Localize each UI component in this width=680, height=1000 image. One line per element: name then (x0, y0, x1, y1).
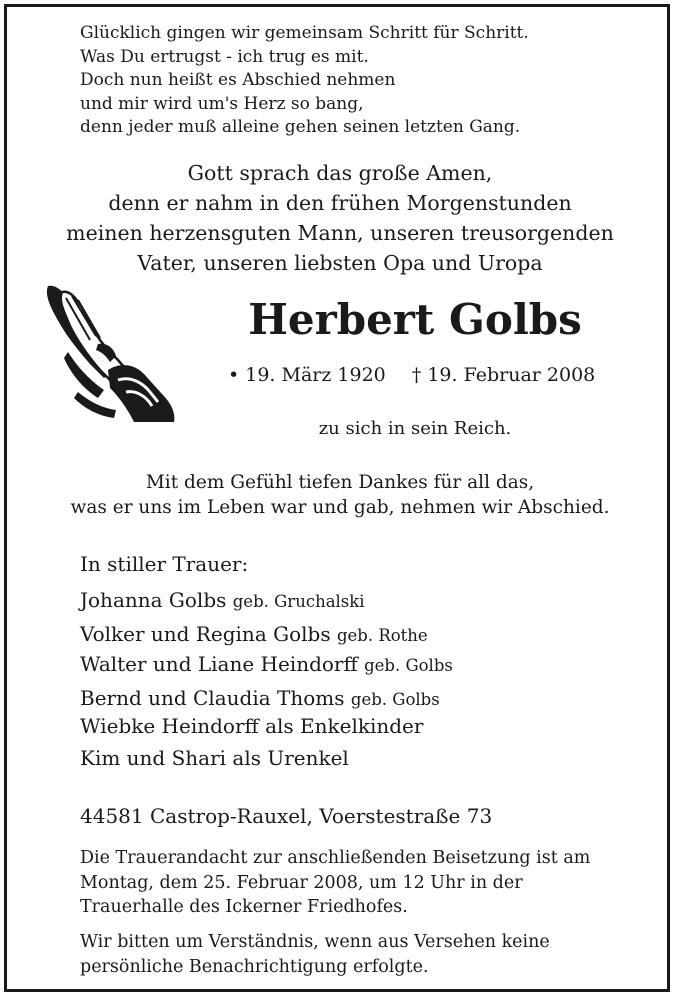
mourner-entry (80, 714, 423, 738)
poem (80, 22, 640, 140)
thanks-line: was er uns im Leben war und gab, nehmen wir Abschied. (70, 497, 610, 518)
reich-line: zu sich in sein Reich. (318, 418, 512, 439)
poem-line: Glücklich gingen wir gemeinsam Schritt für Schritt. (80, 23, 529, 43)
praying-hands-icon (38, 282, 180, 424)
mourner-name: Wiebke Heindorff als Enkelkinder (80, 714, 424, 738)
poem-line: und mir wird um's Herz so bang, (80, 93, 364, 114)
poem-line: Was Du ertrugst - ich trug es mit. (80, 46, 369, 67)
deceased-name: Herbert Golbs (248, 295, 582, 344)
mourner-entry (80, 622, 428, 646)
notice-line: Die Trauerandacht zur anschließenden Beisetzung ist am (80, 848, 591, 868)
mourner-name: Kim und Shari als Urenkel (80, 746, 349, 770)
mourner-maiden-name: geb. Rothe (336, 626, 428, 645)
mourner-entry (80, 686, 440, 710)
notice-line: Montag, dem 25. Februar 2008, um 12 Uhr in der (80, 872, 523, 893)
notice-line: Trauerhalle des Ickerner Friedhofes. (80, 897, 408, 917)
mourner-entry (80, 588, 365, 612)
intro-line: meinen herzensguten Mann, unseren treusorgenden (66, 221, 614, 245)
apology-line: persönliche Benachrichtigung erfolgte. (80, 956, 429, 977)
mourner-entry (80, 652, 453, 676)
intro-line: Gott sprach das große Amen, (187, 161, 493, 185)
mourner-entry (80, 746, 349, 770)
mourner-maiden-name: geb. Gruchalski (232, 592, 365, 611)
death-date: † 19. Februar 2008 (411, 364, 596, 386)
thanks-text (40, 470, 640, 520)
mourner-maiden-name: geb. Golbs (364, 656, 453, 675)
mourning-heading: In stiller Trauer: (80, 552, 249, 576)
intro-text (40, 158, 640, 278)
birth-date: • 19. März 1920 (228, 364, 386, 386)
life-dates (228, 362, 648, 388)
mourner-name: Bernd und Claudia Thoms (80, 686, 345, 710)
funeral-notice (80, 846, 650, 920)
poem-line: Doch nun heißt es Abschied nehmen (80, 70, 396, 90)
intro-line: Vater, unseren liebsten Opa und Uropa (137, 251, 543, 275)
poem-line: denn jeder muß alleine gehen seinen letzten Gang. (80, 117, 521, 137)
apology-text (80, 930, 650, 979)
apology-line: Wir bitten um Verständnis, wenn aus Versehen keine (80, 932, 550, 952)
mourner-maiden-name: geb. Golbs (350, 690, 440, 709)
intro-line: denn er nahm in den frühen Morgenstunden (108, 191, 572, 215)
mourner-name: Walter und Liane Heindorff (80, 652, 358, 676)
mourner-name: Johanna Golbs (80, 588, 227, 612)
mourner-name: Volker und Regina Golbs (80, 622, 331, 646)
thanks-line: Mit dem Gefühl tiefen Dankes für all das, (145, 472, 535, 493)
address: 44581 Castrop-Rauxel, Voerstestraße 73 (80, 804, 493, 828)
